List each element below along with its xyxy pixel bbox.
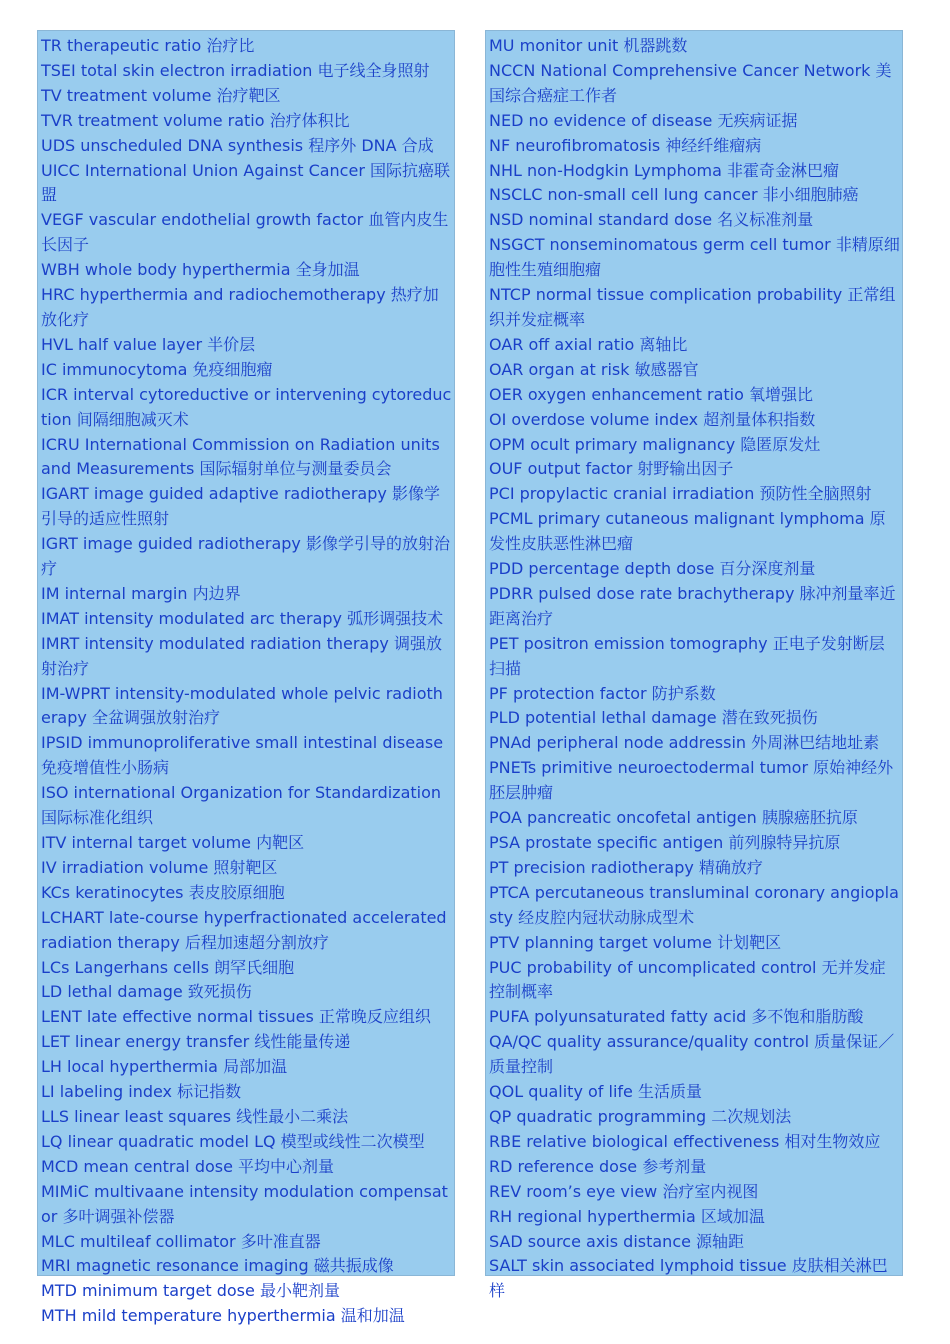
glossary-entry: KCs keratinocytes 表皮胶原细胞 — [41, 882, 285, 902]
glossary-entry: NTCP normal tissue complication probability 正常组织并发症概率 — [489, 285, 896, 329]
glossary-entry: MTH mild temperature hyperthermia 温和加温 — [41, 1306, 405, 1326]
glossary-entry: RH regional hyperthermia 区域加温 — [489, 1206, 765, 1226]
glossary-entry: OAR organ at risk 敏感器官 — [489, 359, 699, 379]
glossary-entry: PDD percentage depth dose 百分深度剂量 — [489, 559, 816, 579]
glossary-entry: OAR off axial ratio 离轴比 — [489, 334, 688, 354]
glossary-entry: IMRT intensity modulated radiation therapy 调强放射治疗 — [41, 633, 442, 678]
glossary-entry: IM-WPRT intensity-modulated whole pelvic radiotherapy 全盆调强放射治疗 — [41, 683, 443, 728]
glossary-entry: PCI propylactic cranial irradiation 预防性全脑照射 — [489, 484, 872, 504]
glossary-entry: MU monitor unit 机器跳数 — [489, 36, 688, 55]
glossary-entry: NSGCT nonseminomatous germ cell tumor 非精原细胞性生殖细胞瘤 — [489, 235, 900, 280]
glossary-entry: QA/QC quality assurance/quality control 质量保证／质量控制 — [489, 1032, 895, 1077]
glossary-entry: NED no evidence of disease 无疾病证据 — [489, 110, 798, 130]
glossary-entry: PSA prostate specific antigen 前列腺特异抗原 — [489, 833, 841, 852]
glossary-entry: PT precision radiotherapy 精确放疗 — [489, 857, 763, 877]
glossary-entry: MTD minimum target dose 最小靶剂量 — [41, 1281, 340, 1301]
glossary-entry: MCD mean central dose 平均中心剂量 — [41, 1156, 335, 1176]
glossary-entry: HVL half value layer 半价层 — [41, 334, 256, 354]
glossary-entry: TV treatment volume 治疗靶区 — [41, 85, 281, 105]
glossary-entry: NF neurofibromatosis 神经纤维瘤病 — [489, 135, 762, 155]
glossary-entry: OI overdose volume index 超剂量体积指数 — [489, 409, 816, 429]
glossary-entry: LH local hyperthermia 局部加温 — [41, 1057, 288, 1077]
glossary-entry: PCML primary cutaneous malignant lymphoma 原发性皮肤恶性淋巴瘤 — [489, 509, 886, 554]
glossary-entry: NHL non-Hodgkin Lymphoma 非霍奇金淋巴瘤 — [489, 160, 839, 180]
glossary-entry: PF protection factor 防护系数 — [489, 683, 716, 703]
glossary-entry: POA pancreatic oncofetal antigen 胰腺癌胚抗原 — [489, 808, 858, 828]
glossary-entry: LD lethal damage 致死损伤 — [41, 982, 252, 1002]
glossary-entry: IGRT image guided radiotherapy 影像学引导的放射治疗 — [41, 534, 450, 579]
glossary-entry: PLD potential lethal damage 潜在致死损伤 — [489, 708, 818, 728]
glossary-entry: SALT skin associated lymphoid tissue 皮肤相关淋巴样 — [489, 1256, 888, 1301]
glossary-entry: MIMiC multivaane intensity modulation compensator 多叶调强补偿器 — [41, 1181, 448, 1226]
glossary-entry: PET positron emission tomography 正电子发射断层扫描 — [489, 633, 885, 678]
glossary-entry: PTCA percutaneous transluminal coronary angioplasty 经皮腔内冠状动脉成型术 — [489, 882, 899, 927]
right-glossary-column — [485, 30, 903, 1301]
glossary-entry: LENT late effective normal tissues 正常晚反应组织 — [41, 1007, 431, 1027]
glossary-entry: QP quadratic programming 二次规划法 — [489, 1106, 792, 1126]
glossary-entry: PNAd peripheral node addressin 外周淋巴结地址素 — [489, 733, 880, 753]
glossary-entry: HRC hyperthermia and radiochemotherapy 热疗加放化疗 — [41, 285, 439, 329]
glossary-entry: NSCLC non-small cell lung cancer 非小细胞肺癌 — [489, 185, 859, 205]
glossary-entry: TSEI total skin electron irradiation 电子线全身照射 — [41, 60, 430, 80]
glossary-entry: PDRR pulsed dose rate brachytherapy 脉冲剂量率近距离治疗 — [489, 583, 896, 628]
glossary-entry: PUFA polyunsaturated fatty acid 多不饱和脂肪酸 — [489, 1007, 864, 1027]
glossary-entry: ICR interval cytoreductive or intervening cytoreduction 间隔细胞减灭术 — [41, 384, 452, 429]
glossary-entry: IM internal margin 内边界 — [41, 583, 241, 603]
glossary-entry: IV irradiation volume 照射靶区 — [41, 857, 278, 877]
glossary-entry: RBE relative biological effectiveness 相对生物效应 — [489, 1131, 881, 1151]
glossary-entry: NCCN National Comprehensive Cancer Network 美国综合癌症工作者 — [489, 60, 892, 105]
glossary-entry: RD reference dose 参考剂量 — [489, 1156, 707, 1176]
glossary-entry: LCHART late-course hyperfractionated accelerated radiation therapy 后程加速超分割放疗 — [41, 907, 447, 952]
glossary-entry: IGART image guided adaptive radiotherapy 影像学引导的适应性照射 — [41, 484, 440, 529]
glossary-entry: PTV planning target volume 计划靶区 — [489, 932, 782, 952]
glossary-entry: UICC International Union Against Cancer 国际抗癌联盟 — [41, 160, 450, 205]
glossary-entry: LQ linear quadratic model LQ 模型或线性二次模型 — [41, 1131, 425, 1151]
glossary-entry: IC immunocytoma 免疫细胞瘤 — [41, 359, 273, 379]
glossary-entry: PUC probability of uncomplicated control 无并发症控制概率 — [489, 957, 886, 1002]
glossary-entry: LLS linear least squares 线性最小二乘法 — [41, 1106, 349, 1126]
glossary-entry: ICRU International Commission on Radiation units and Measurements 国际辐射单位与测量委员会 — [41, 434, 440, 479]
glossary-entry: ITV internal target volume 内靶区 — [41, 833, 305, 852]
glossary-entry: MLC multileaf collimator 多叶准直器 — [41, 1231, 321, 1251]
glossary-entry: SAD source axis distance 源轴距 — [489, 1231, 745, 1251]
glossary-entry: IPSID immunoproliferative small intestinal disease 免疫增值性小肠病 — [41, 733, 444, 778]
left-glossary-column — [37, 30, 455, 1326]
glossary-entry: QOL quality of life 生活质量 — [489, 1082, 702, 1102]
glossary-entry: LET linear energy transfer 线性能量传递 — [41, 1032, 351, 1052]
glossary-entry: NSD nominal standard dose 名义标准剂量 — [489, 210, 814, 230]
glossary-entry: OUF output factor 射野输出因子 — [489, 459, 734, 479]
glossary-entry: LCs Langerhans cells 朗罕氏细胞 — [41, 957, 295, 977]
glossary-entry: OER oxygen enhancement ratio 氧增强比 — [489, 384, 813, 404]
glossary-entry: IMAT intensity modulated arc therapy 弧形调强技术 — [41, 608, 444, 628]
glossary-entry: TVR treatment volume ratio 治疗体积比 — [41, 110, 350, 130]
glossary-entry: OPM ocult primary malignancy 隐匿原发灶 — [489, 434, 821, 454]
glossary-entry: LI labeling index 标记指数 — [41, 1082, 242, 1102]
glossary-entry: ISO international Organization for Standardization 国际标准化组织 — [41, 783, 442, 828]
glossary-entry: VEGF vascular endothelial growth factor 血管内皮生长因子 — [41, 210, 449, 255]
glossary-entry: REV room’s eye view 治疗室内视图 — [489, 1181, 759, 1201]
glossary-entry: PNETs primitive neuroectodermal tumor 原始神经外胚层肿瘤 — [489, 758, 894, 803]
glossary-entry: MRI magnetic resonance imaging 磁共振成像 — [41, 1256, 394, 1276]
glossary-entry: TR therapeutic ratio 治疗比 — [41, 36, 255, 55]
glossary-entry: WBH whole body hyperthermia 全身加温 — [41, 260, 360, 280]
glossary-entry: UDS unscheduled DNA synthesis 程序外 DNA 合成 — [41, 135, 434, 155]
